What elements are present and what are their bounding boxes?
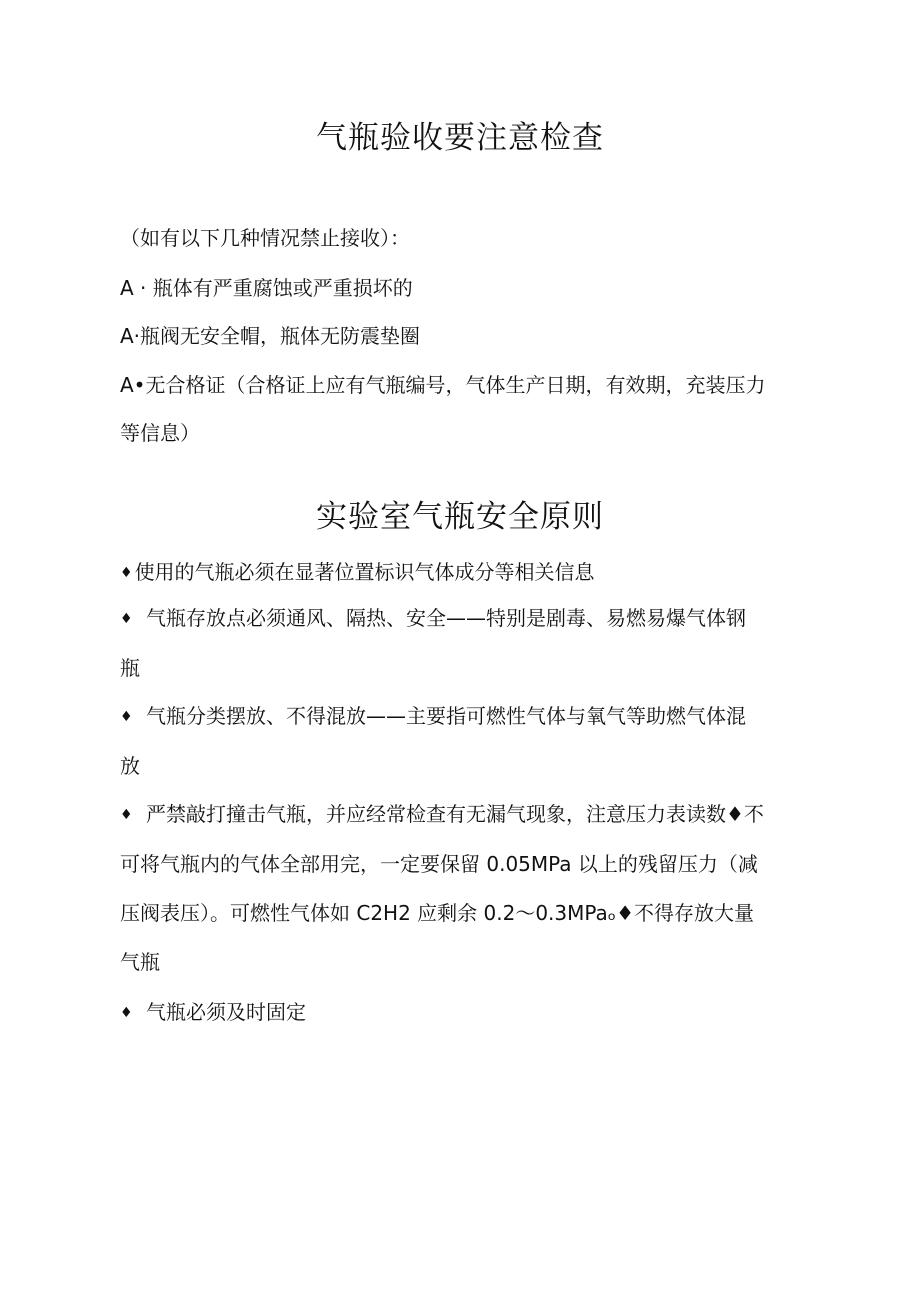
section2-item-4-line-2: 可将气瓶内的气体全部用完，一定要保留 0.05MPa 以上的残留压力（减 (120, 852, 758, 876)
section2-item-3-line-1: 气瓶分类摆放、不得混放——主要指可燃性气体与氧气等助燃气体混 (146, 704, 746, 728)
section2-item-2-line-2: 瓶 (120, 656, 140, 680)
diamond-bullet-icon: ♦ (120, 611, 133, 627)
section2-item-4-line-4: 气瓶 (120, 950, 160, 974)
section1-item-3: A•无合格证（合格证上应有气瓶编号，气体生产日期，有效期，充装压力 (120, 373, 766, 397)
section2-item-3-line-2: 放 (120, 754, 140, 778)
section2-item-1-text: 使用的气瓶必须在显著位置标识气体成分等相关信息 (134, 560, 595, 584)
section2-item-4-line-3: 压阀表压）。可燃性气体如 C2H2 应剩余 0.2～0.3MPaₒ♦不得存放大量 (120, 901, 755, 925)
section1-item-3-continued: 等信息） (120, 421, 200, 445)
section2-item-1 (120, 560, 810, 585)
diamond-bullet-icon: ♦ (120, 1005, 133, 1021)
section1-intro: （如有以下几种情况禁止接收）： (120, 226, 410, 250)
section2-item-3 (120, 692, 810, 791)
diamond-bullet-icon: ♦ (120, 807, 133, 823)
section2-item-4-line-1: 严禁敲打撞击气瓶，并应经常检查有无漏气现象，注意压力表读数♦不 (146, 802, 764, 826)
section2-item-4 (120, 790, 810, 987)
section1-item-2: A·瓶阀无安全帽，瓶体无防震垫圈 (120, 324, 421, 348)
section1-title: 气瓶验收要注意检查 (316, 120, 604, 156)
section1-item-1: A · 瓶体有严重腐蚀或严重损坏的 (120, 276, 413, 300)
section2-item-5-text: 气瓶必须及时固定 (146, 1000, 306, 1024)
section2-title: 实验室气瓶安全原则 (316, 499, 604, 535)
section2-item-2-line-1: 气瓶存放点必须通风、隔热、安全——特别是剧毒、易燃易爆气体钢 (146, 606, 746, 630)
section2-item-5 (120, 988, 810, 1038)
diamond-bullet-icon: ♦ (120, 709, 133, 725)
diamond-bullet-icon: ♦ (120, 565, 133, 581)
section2-item-2 (120, 594, 810, 693)
